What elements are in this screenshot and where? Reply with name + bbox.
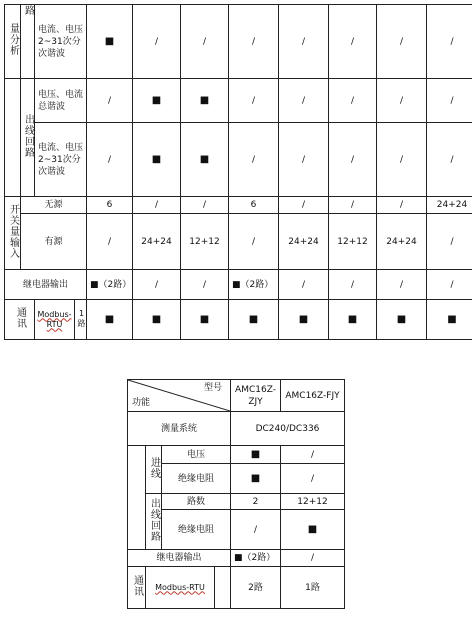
cell: 1路	[281, 567, 345, 609]
function-table-2	[127, 379, 345, 609]
cell: ■（2路）	[231, 550, 281, 567]
cell: /	[377, 270, 427, 300]
cell: /	[133, 197, 181, 214]
cell: 6	[229, 197, 279, 214]
cell: /	[181, 5, 229, 79]
cell: /	[229, 214, 279, 270]
cell: /	[181, 197, 229, 214]
table-row	[5, 300, 472, 340]
cell: /	[279, 79, 329, 123]
table-row	[128, 494, 345, 510]
cell: /	[329, 197, 377, 214]
cell: ■	[181, 123, 229, 197]
row-label: 电压	[162, 446, 231, 464]
side-label-analysis: 量分析	[5, 5, 21, 79]
cell: /	[133, 5, 181, 79]
comm-protocol: Modbus-RTU	[146, 567, 215, 609]
cell: /	[229, 79, 279, 123]
cell: /	[377, 5, 427, 79]
side-label-switch: 开关量输入	[5, 197, 21, 270]
table-row	[5, 214, 472, 270]
table-row	[5, 270, 472, 300]
cell: /	[279, 270, 329, 300]
measure-value: DC240/DC336	[231, 412, 345, 446]
table-row	[128, 567, 345, 609]
cell: /	[279, 123, 329, 197]
cell: ■	[87, 300, 133, 340]
cell: /	[281, 550, 345, 567]
side-blank	[128, 446, 146, 550]
cell: 12+12	[181, 214, 229, 270]
cell: /	[377, 79, 427, 123]
cell: /	[279, 197, 329, 214]
cell: /	[329, 5, 377, 79]
cell: /	[133, 270, 181, 300]
cell: /	[427, 270, 472, 300]
cell: ■	[133, 300, 181, 340]
row-label: 有源	[21, 214, 87, 270]
row-label: 无源	[21, 197, 87, 214]
cell: /	[377, 197, 427, 214]
cell: ■	[281, 510, 345, 550]
model-b: AMC16Z-FJY	[281, 380, 345, 412]
cell: 6	[87, 197, 133, 214]
comm-protocol: Modbus-RTU	[35, 300, 75, 340]
row-label-measure: 测量系统	[128, 412, 231, 446]
row-label: 路数	[162, 494, 231, 510]
cell: 2	[231, 494, 281, 510]
table-row	[128, 412, 345, 446]
cell: /	[281, 446, 345, 464]
cell: /	[87, 123, 133, 197]
cell: ■	[87, 5, 133, 79]
cell: /	[329, 123, 377, 197]
table-row	[128, 380, 345, 412]
table-row	[5, 123, 472, 197]
cell: /	[427, 214, 472, 270]
cell: /	[231, 510, 281, 550]
header-model: 型号	[203, 383, 222, 393]
cell: 24+24	[279, 214, 329, 270]
row-label: 绝缘电阻	[162, 510, 231, 550]
cell: /	[87, 79, 133, 123]
comm-count: 1路	[75, 300, 87, 340]
cell: ■	[181, 300, 229, 340]
table-row	[128, 446, 345, 464]
cell: ■	[133, 79, 181, 123]
cell: ■	[279, 300, 329, 340]
header-function: 功能	[132, 398, 151, 408]
row-label-relay: 继电器输出	[128, 550, 231, 567]
model-a: AMC16Z-ZJY	[231, 380, 281, 412]
cell: ■	[329, 300, 377, 340]
side-label-outgoing: 出线回路	[146, 494, 162, 550]
diagonal-header	[128, 380, 231, 412]
row-label-comm: 通讯	[128, 567, 146, 609]
cell: 12+12	[281, 494, 345, 510]
table-row	[5, 79, 472, 123]
cell: ■（2路）	[87, 270, 133, 300]
cell: ■	[377, 300, 427, 340]
cell: /	[279, 5, 329, 79]
cell: /	[329, 270, 377, 300]
row-label-relay: 继电器输出	[5, 270, 87, 300]
row-label-comm: 通讯	[5, 300, 35, 340]
cell: /	[427, 79, 472, 123]
cell: 24+24	[133, 214, 181, 270]
comm-spacer	[215, 567, 231, 609]
row-label: 电流、电压 2~31次分次谐波	[35, 123, 87, 197]
table-row	[128, 550, 345, 567]
cell: /	[229, 5, 279, 79]
function-table-1	[4, 4, 472, 340]
cell: 24+24	[427, 197, 472, 214]
cell: /	[329, 79, 377, 123]
cell: ■	[133, 123, 181, 197]
cell: ■	[181, 79, 229, 123]
cell: 24+24	[377, 214, 427, 270]
cell: 2路	[231, 567, 281, 609]
cell: ■	[231, 446, 281, 464]
cell: ■（2路）	[229, 270, 279, 300]
table-row	[5, 197, 472, 214]
row-label: 绝缘电阻	[162, 464, 231, 494]
table-row	[5, 5, 472, 79]
cell: /	[427, 123, 472, 197]
side-label-incoming: 进线	[146, 446, 162, 494]
cell: /	[281, 464, 345, 494]
cell: /	[427, 5, 472, 79]
cell: ■	[229, 300, 279, 340]
side-label-loop: 路	[21, 5, 35, 79]
side-blank	[5, 79, 21, 197]
cell: /	[229, 123, 279, 197]
cell: /	[377, 123, 427, 197]
cell: ■	[427, 300, 472, 340]
row-label: 电流、电压 2~31次分次谐波	[35, 5, 87, 79]
cell: /	[87, 214, 133, 270]
side-label-outgoing: 出线回路	[21, 79, 35, 197]
cell: 12+12	[329, 214, 377, 270]
row-label: 电压、电流总谐波	[35, 79, 87, 123]
cell: ■	[231, 464, 281, 494]
cell: /	[181, 270, 229, 300]
